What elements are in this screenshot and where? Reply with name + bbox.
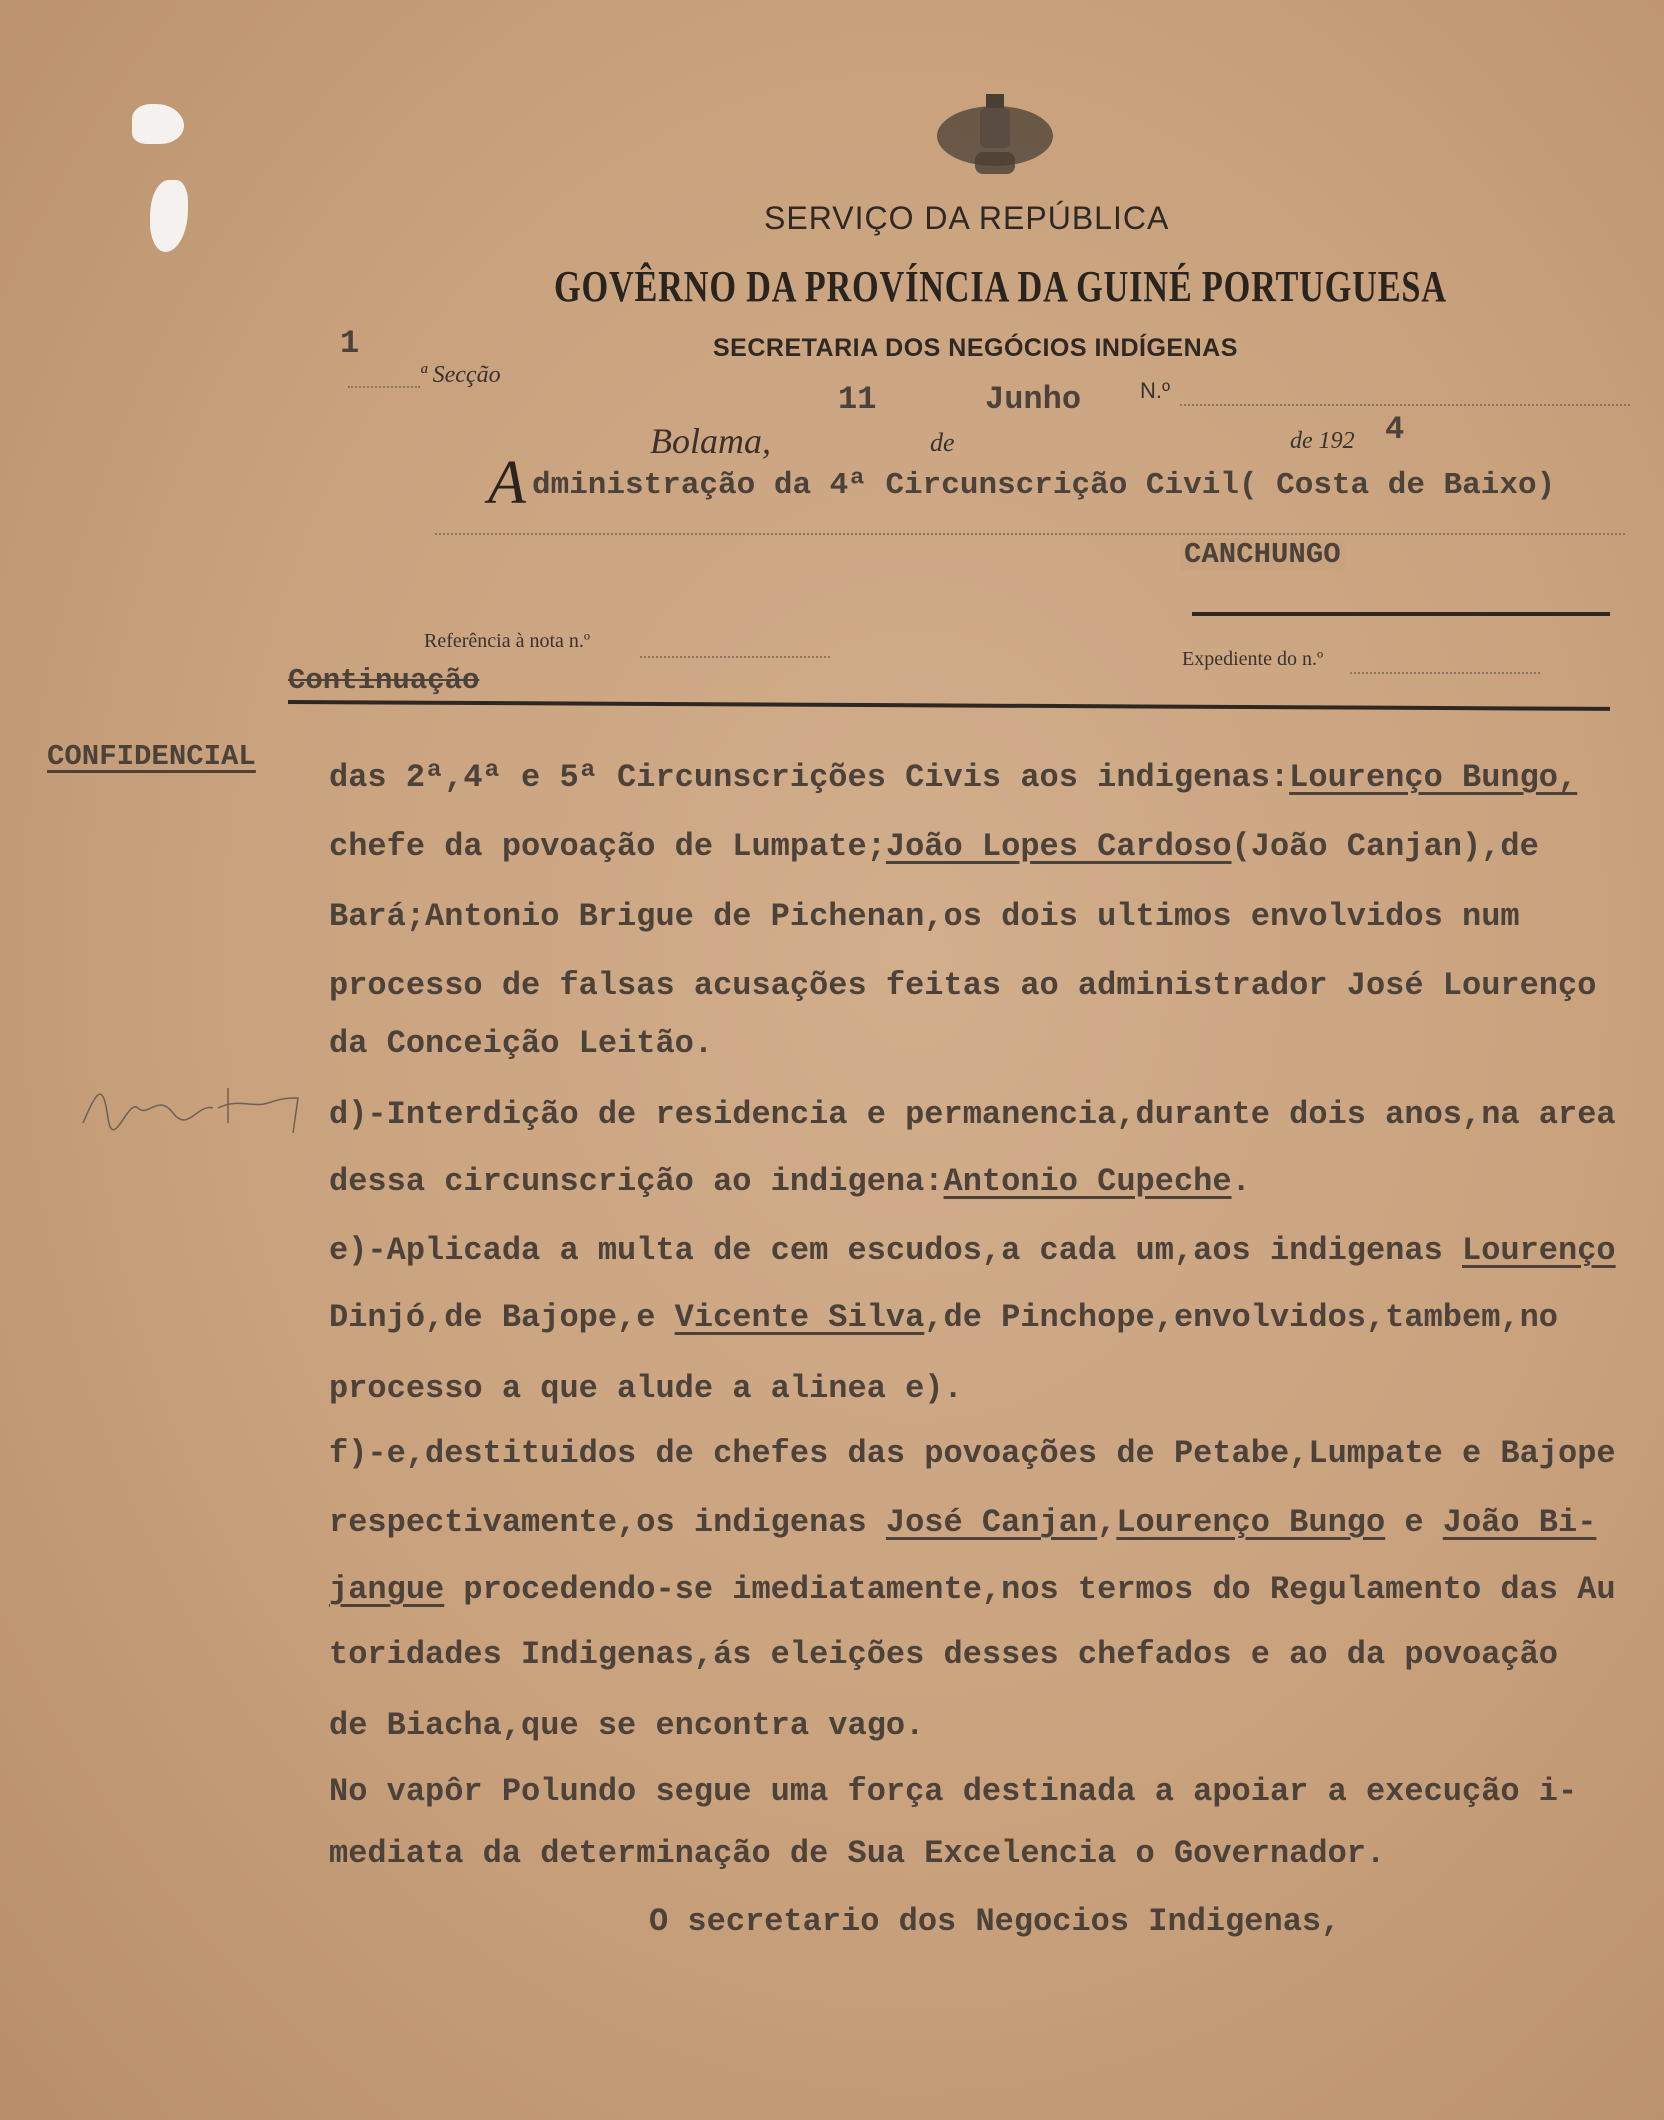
date-de: de <box>930 428 955 457</box>
body-text: e)-Aplicada a multa de cem escudos,a cada um,aos indigenas <box>329 1232 1462 1269</box>
handwritten-margin-note <box>78 1078 308 1138</box>
expediente-label: Expediente do n.º <box>1182 648 1324 670</box>
body-text: , <box>1097 1504 1117 1541</box>
section-number: 1 <box>340 325 360 362</box>
body-text: toridades Indigenas,ás eleições desses chefados e ao da povoação <box>329 1636 1558 1673</box>
date-day: 11 <box>838 381 877 418</box>
body-text: procedendo-se imediatamente,nos termos do Regulamento das Au <box>444 1571 1616 1608</box>
body-text: ,de Pinchope,envolvidos,tambem,no <box>924 1299 1558 1336</box>
body-text: No vapôr Polundo segue uma força destinada a apoiar a execução i- <box>329 1773 1578 1810</box>
body-line <box>329 1436 1616 1473</box>
body-line <box>329 760 1577 797</box>
body-line <box>329 1774 1577 1811</box>
date-de-192: de 192 <box>1290 428 1355 454</box>
body-text: mediata da determinação de Sua Excelencia o Governador. <box>329 1835 1386 1872</box>
body-line <box>329 1637 1558 1674</box>
paper-tear <box>150 180 188 252</box>
letterhead-government: GOVÊRNO DA PROVÍNCIA DA GUINÉ PORTUGUESA <box>554 262 1447 311</box>
body-text: d)-Interdição de residencia e permanencia,durante dois anos,na area <box>329 1096 1616 1133</box>
letterhead-secretariat: SECRETARIA DOS NEGÓCIOS INDÍGENAS <box>713 334 1238 362</box>
body-line <box>329 1164 1251 1201</box>
body-text: de Biacha,que se encontra vago. <box>329 1707 925 1744</box>
number-field <box>1180 404 1630 406</box>
coat-of-arms-crest <box>930 86 1060 181</box>
underlined-name: Lourenço Bungo <box>1116 1504 1386 1541</box>
body-text: f)-e,destituidos de chefes das povoações de Petabe,Lumpate e Bajope <box>329 1435 1616 1472</box>
body-text: respectivamente,os indigenas <box>329 1504 886 1541</box>
body-line <box>329 1371 963 1408</box>
expediente-field <box>1350 672 1540 674</box>
underlined-name: João Bi- <box>1442 1504 1597 1541</box>
underlined-name: João Lopes Cardoso <box>885 828 1232 865</box>
underlined-name: José Canjan <box>885 1504 1098 1541</box>
signature-line: O secretario dos Negocios Indigenas, <box>649 1903 1341 1940</box>
confidential-label: CONFIDENCIAL <box>47 740 256 773</box>
rule-line <box>1192 612 1610 616</box>
recipient-dotted-line <box>435 533 1625 535</box>
body-line <box>329 1572 1616 1609</box>
body-line <box>329 1836 1385 1873</box>
body-text: e <box>1385 1504 1443 1541</box>
body-text: processo de falsas acusações feitas ao administrador José Lourenço <box>329 967 1597 1004</box>
recipient-initial: A <box>488 449 526 517</box>
recipient-line: dministração da 4ª Circunscrição Civil( Costa de Baixo) <box>532 468 1556 503</box>
body-text: processo a que alude a alinea e). <box>329 1370 963 1407</box>
reference-field <box>640 656 830 658</box>
body-text: . <box>1231 1163 1251 1200</box>
body-text: da Conceição Leitão. <box>329 1025 714 1062</box>
body-text: Bará;Antonio Brigue de Pichenan,os dois ultimos envolvidos num <box>329 898 1520 935</box>
continuation-struck: Continuação <box>288 664 480 697</box>
number-label: N.º <box>1140 378 1171 403</box>
date-year-digit: 4 <box>1385 411 1405 448</box>
body-line <box>329 1097 1616 1134</box>
body-line <box>329 1708 924 1745</box>
date-month: Junho <box>985 381 1082 418</box>
underlined-name: jangue <box>329 1571 445 1608</box>
body-line <box>329 1026 713 1063</box>
body-line <box>329 1505 1596 1542</box>
underlined-name: Vicente Silva <box>674 1299 925 1336</box>
body-line <box>329 1233 1616 1270</box>
reference-label: Referência à nota n.º <box>424 630 591 652</box>
body-line <box>329 899 1520 936</box>
paper-tear <box>132 104 184 144</box>
date-place: Bolama, <box>650 421 771 461</box>
body-line <box>329 829 1539 866</box>
body-text: (João Canjan),de <box>1231 828 1539 865</box>
recipient-place: CANCHUNGO <box>1180 538 1345 571</box>
body-line <box>329 1300 1558 1337</box>
body-text: dessa circunscrição ao indigena: <box>329 1163 944 1200</box>
underlined-name: Lourenço Bungo, <box>1289 759 1578 796</box>
body-text: Dinjó,de Bajope,e <box>329 1299 675 1336</box>
body-text: das 2ª,4ª e 5ª Circunscrições Civis aos indigenas: <box>329 759 1290 796</box>
letterhead-service: SERVIÇO DA REPÚBLICA <box>764 200 1170 236</box>
section-label: ª Secção <box>420 362 501 388</box>
rule-line-long <box>288 700 1610 711</box>
underlined-name: Antonio Cupeche <box>943 1163 1232 1200</box>
body-line <box>329 968 1596 1005</box>
section-dotted-line <box>348 386 420 388</box>
underlined-name: Lourenço <box>1461 1232 1616 1269</box>
body-text: chefe da povoação de Lumpate; <box>329 828 886 865</box>
